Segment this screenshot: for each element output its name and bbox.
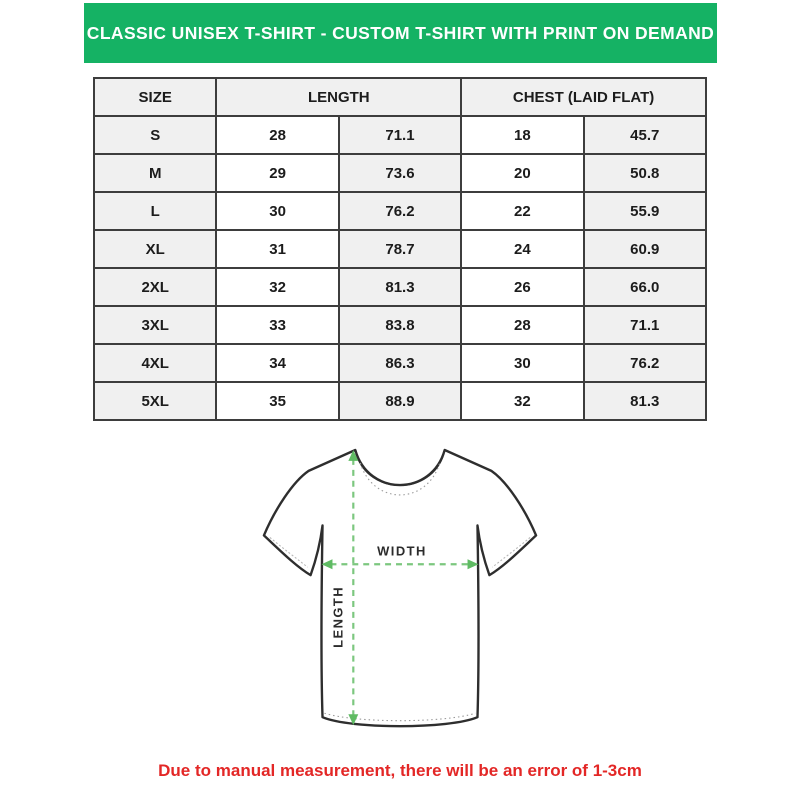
chest-in-cell: 30: [461, 344, 583, 382]
length-in-cell: 31: [216, 230, 338, 268]
table-row: [94, 382, 706, 420]
chest-cm-cell: 50.8: [584, 154, 706, 192]
chest-in-cell: 20: [461, 154, 583, 192]
length-cm-cell: 88.9: [339, 382, 461, 420]
length-in-cell: 30: [216, 192, 338, 230]
tshirt-outline: [264, 450, 536, 726]
chest-in-cell: 22: [461, 192, 583, 230]
tshirt-diagram-svg: [251, 446, 549, 750]
size-cell: 2XL: [94, 268, 216, 306]
length-cm-cell: 81.3: [339, 268, 461, 306]
table-row: [94, 154, 706, 192]
column-header-length: LENGTH: [216, 78, 461, 116]
size-cell: 3XL: [94, 306, 216, 344]
chest-in-cell: 32: [461, 382, 583, 420]
length-label: LENGTH: [330, 585, 346, 648]
chest-cm-cell: 55.9: [584, 192, 706, 230]
column-header-chest: CHEST (LAID FLAT): [461, 78, 706, 116]
size-cell: XL: [94, 230, 216, 268]
length-in-cell: 28: [216, 116, 338, 154]
length-in-cell: 35: [216, 382, 338, 420]
chest-cm-cell: 45.7: [584, 116, 706, 154]
size-cell: M: [94, 154, 216, 192]
chest-cm-cell: 76.2: [584, 344, 706, 382]
chest-cm-cell: 81.3: [584, 382, 706, 420]
column-header-size: SIZE: [94, 78, 216, 116]
length-in-cell: 29: [216, 154, 338, 192]
table-header-row: [94, 78, 706, 116]
table-row: [94, 192, 706, 230]
size-cell: 5XL: [94, 382, 216, 420]
length-cm-cell: 73.6: [339, 154, 461, 192]
length-cm-cell: 71.1: [339, 116, 461, 154]
chest-cm-cell: 71.1: [584, 306, 706, 344]
size-chart-table: [93, 77, 707, 421]
chest-in-cell: 24: [461, 230, 583, 268]
width-label: WIDTH: [377, 543, 427, 559]
length-in-cell: 33: [216, 306, 338, 344]
page-title: CLASSIC UNISEX T-SHIRT - CUSTOM T-SHIRT WITH PRINT ON DEMAND: [86, 22, 715, 43]
chest-in-cell: 18: [461, 116, 583, 154]
size-cell: L: [94, 192, 216, 230]
table-row: [94, 116, 706, 154]
chest-in-cell: 28: [461, 306, 583, 344]
chest-cm-cell: 60.9: [584, 230, 706, 268]
size-cell: 4XL: [94, 344, 216, 382]
table-row: [94, 344, 706, 382]
measurement-error-note: Due to manual measurement, there will be an error of 1-3cm: [158, 761, 642, 780]
table-row: [94, 306, 706, 344]
length-in-cell: 32: [216, 268, 338, 306]
size-cell: S: [94, 116, 216, 154]
chest-in-cell: 26: [461, 268, 583, 306]
length-cm-cell: 78.7: [339, 230, 461, 268]
tshirt-measurement-diagram: [251, 446, 549, 750]
table-row: [94, 268, 706, 306]
chest-cm-cell: 66.0: [584, 268, 706, 306]
title-banner: [84, 3, 717, 63]
length-cm-cell: 76.2: [339, 192, 461, 230]
length-cm-cell: 83.8: [339, 306, 461, 344]
table-row: [94, 230, 706, 268]
length-in-cell: 34: [216, 344, 338, 382]
length-cm-cell: 86.3: [339, 344, 461, 382]
